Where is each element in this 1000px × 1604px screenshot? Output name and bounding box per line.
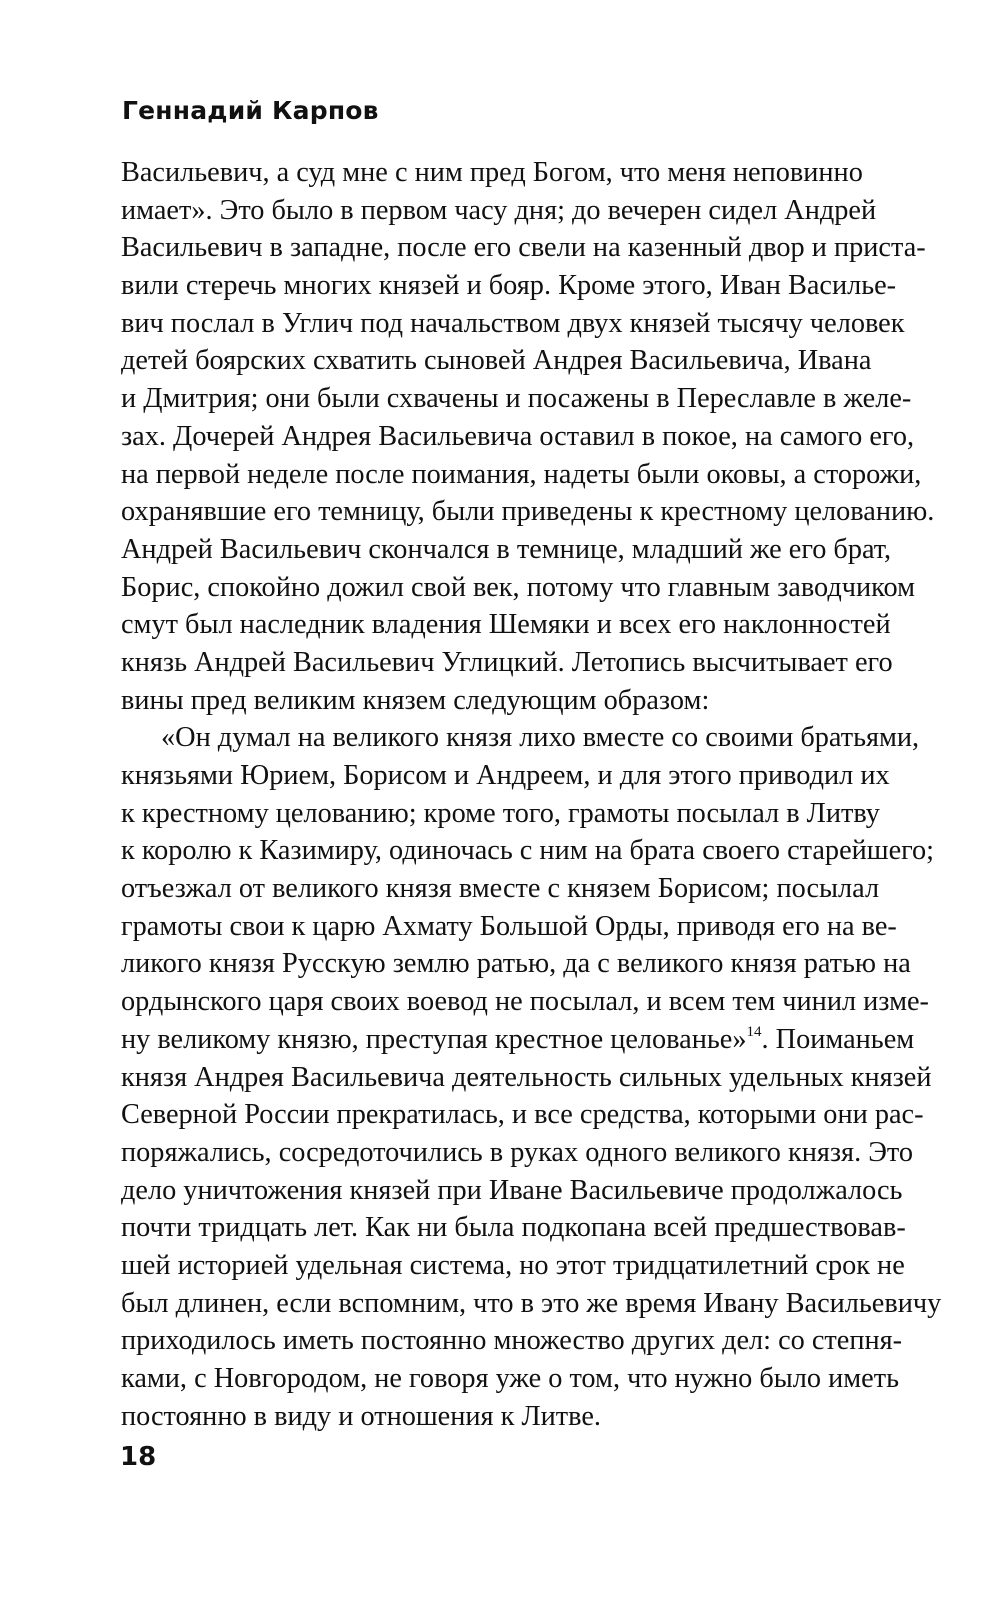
text-line: поряжались, сосредоточились в руках одного великого князя. Это — [121, 1136, 914, 1168]
text-line: на первой неделе после поимания, надеты были оковы, а сторожи, — [121, 458, 922, 490]
text-segment: ну великому князю, преступая крестное целованье» — [121, 1023, 747, 1055]
text-segment: . Поиманьем — [761, 1023, 915, 1055]
text-line: охранявшие его темницу, были приведены к крестному целованию. — [121, 496, 935, 528]
running-head-author: Геннадий Карпов — [122, 96, 379, 125]
text-line: вины пред великим князем следующим образом: — [121, 684, 710, 716]
text-line: ордынского царя своих воевод не посылал, и всем тем чинил изме- — [121, 986, 929, 1018]
text-line: ликого князя Русскую землю ратью, да с великого князя ратью на — [121, 948, 911, 980]
page-number: 18 — [120, 1442, 157, 1472]
text-line: почти тридцать лет. Как ни была подкопана всей предшествовав- — [121, 1212, 906, 1244]
text-line: и Дмитрия; они были схвачены и посажены в Переславле в желе- — [121, 383, 912, 415]
text-line: грамоты свои к царю Ахмату Большой Орды, приводя его на ве- — [121, 910, 897, 942]
text-line: постоянно в виду и отношения к Литве. — [121, 1400, 601, 1432]
text-line: ками, с Новгородом, не говоря уже о том, что нужно было иметь — [121, 1363, 900, 1394]
text-line: приходилось иметь постоянно множество других дел: со степня- — [121, 1325, 903, 1357]
text-line: дело уничтожения князей при Иване Васильевиче продолжалось — [121, 1174, 903, 1206]
text-line: князь Андрей Васильевич Углицкий. Летопись высчитывает его — [121, 646, 893, 678]
text-line: вич послал в Углич под начальством двух князей тысячу человек — [121, 307, 905, 339]
text-line: к королю к Казимиру, одиночась с ним на брата своего старейшего; — [121, 835, 935, 867]
footnote-ref[interactable]: 14 — [746, 1023, 762, 1040]
text-line: зах. Дочерей Андрея Васильевича оставил в покое, на самого его, — [121, 420, 915, 452]
text-line-quote-start: «Он думал на великого князя лихо вместе со своими братьями, — [161, 722, 920, 754]
text-line: был длинен, если вспомним, что в это же время Ивану Васильевичу — [121, 1287, 942, 1319]
text-line: Васильевич, а суд мне с ним пред Богом, что меня неповинно — [121, 157, 863, 188]
text-line: Андрей Васильевич скончался в темнице, младший же его брат, — [121, 533, 892, 565]
text-line: детей боярских схватить сыновей Андрея Васильевича, Ивана — [121, 345, 872, 377]
text-line: Борис, спокойно дожил свой век, потому что главным заводчиком — [121, 571, 915, 603]
text-line: шей историей удельная система, но этот тридцатилетний срок не — [121, 1249, 905, 1281]
body-text — [121, 154, 942, 1435]
text-line: смут был наследник владения Шемяки и всех его наклонностей — [121, 609, 891, 641]
text-line: к крестному целованию; кроме того, грамоты посылал в Литву — [121, 797, 880, 829]
text-line: князьями Юрием, Борисом и Андреем, и для этого приводил их — [121, 760, 890, 791]
text-line: Северной России прекратилась, и все средства, которыми они рас- — [121, 1099, 924, 1131]
text-line: Васильевич в западне, после его свели на казенный двор и приста- — [121, 232, 926, 264]
text-line: имает». Это было в первом часу дня; до вечерен сидел Андрей — [121, 194, 877, 226]
text-line: князя Андрея Васильевича деятельность сильных удельных князей — [121, 1061, 932, 1093]
text-line: вили стеречь многих князей и бояр. Кроме этого, Иван Василье- — [121, 270, 897, 302]
text-line-with-footnote — [121, 1021, 915, 1059]
text-line: отъезжал от великого князя вместе с князем Борисом; посылал — [121, 873, 880, 905]
